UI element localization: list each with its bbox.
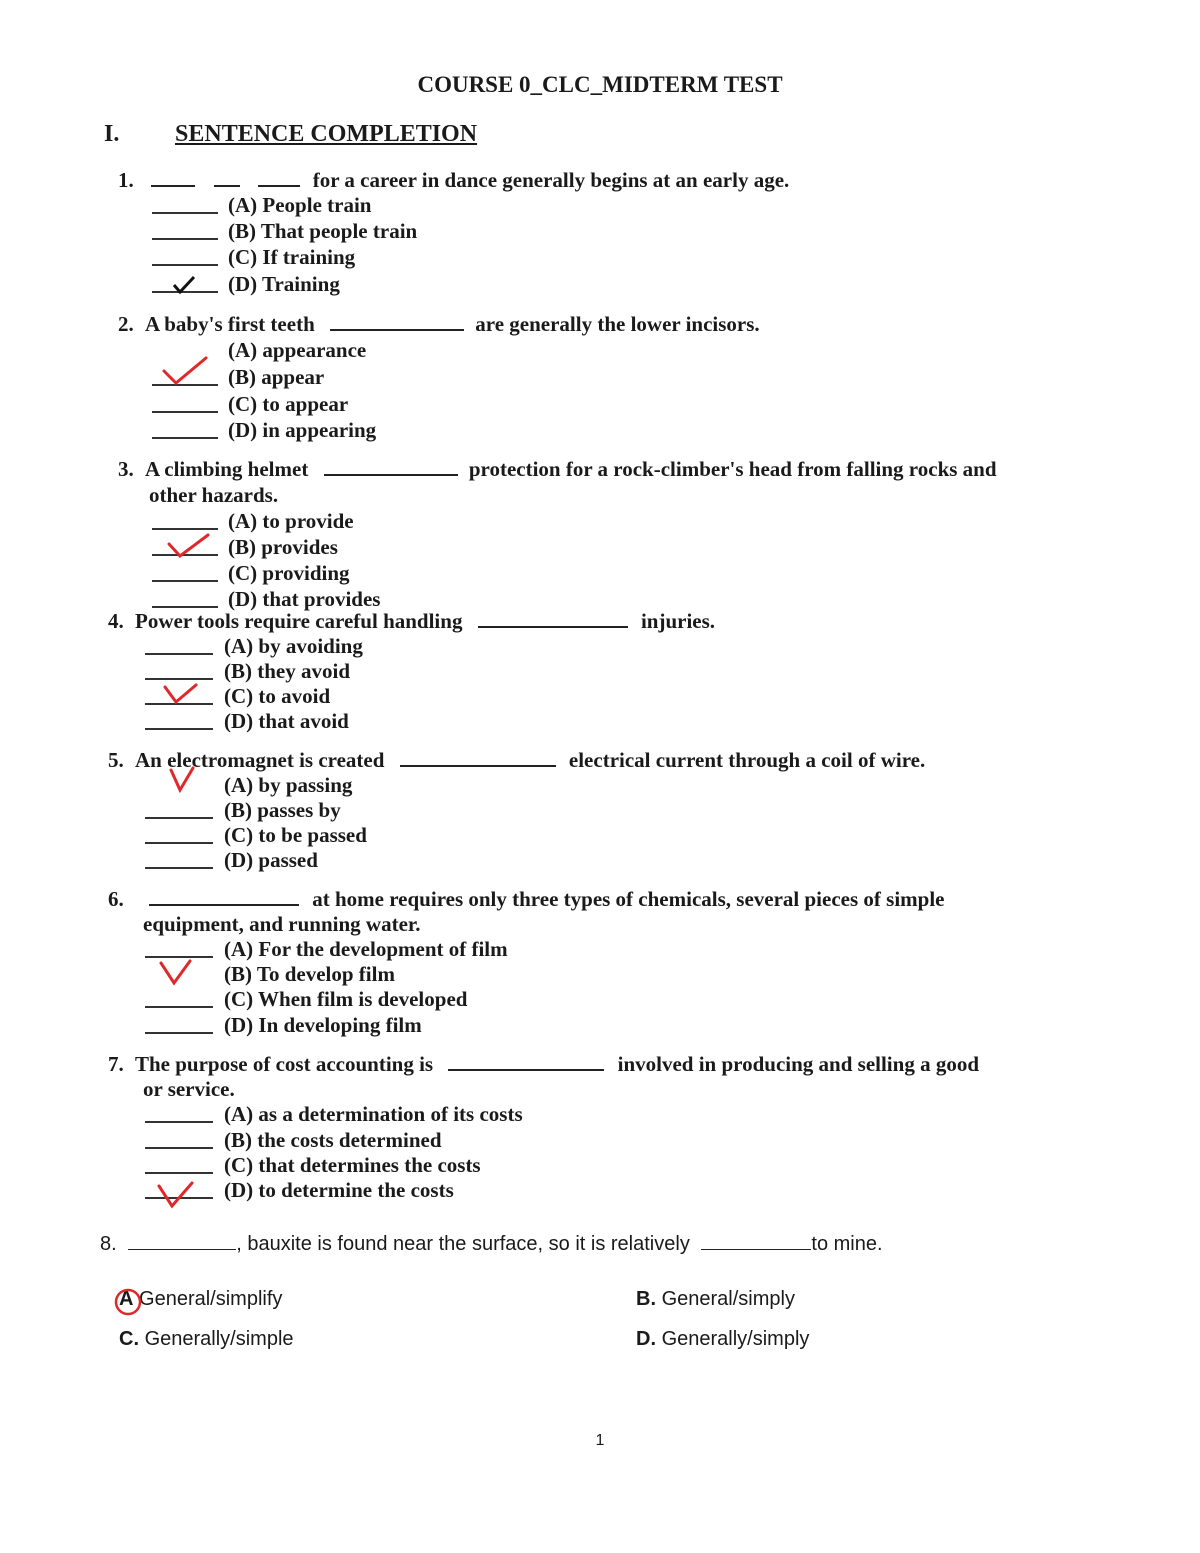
question-text-end: to mine.: [811, 1233, 883, 1255]
option-a[interactable]: (A) For the development of film: [224, 937, 508, 961]
question-text: at home requires only three types of chemicals, several pieces of simple: [312, 887, 945, 911]
red-checkmark-icon: [158, 958, 194, 986]
option-a[interactable]: (A) People train: [228, 193, 372, 217]
question-text: , bauxite is found near the surface, so it is relatively: [236, 1233, 690, 1255]
question-text: electrical current through a coil of wire.: [568, 748, 926, 772]
question-number: 7.: [108, 1052, 124, 1076]
red-circle-icon: [113, 1286, 145, 1318]
question-number: 8.: [100, 1233, 117, 1255]
question-number: 6.: [108, 887, 124, 911]
question-6: [108, 887, 944, 912]
question-text: for a career in dance generally begins at an early age.: [312, 168, 790, 192]
checkmark-icon: [172, 275, 196, 295]
question-number: 2.: [118, 312, 134, 336]
red-checkmark-icon: [156, 1180, 196, 1210]
page-number: 1: [595, 1432, 605, 1449]
option-c[interactable]: (C) to avoid: [224, 684, 331, 708]
option-b[interactable]: (B) passes by: [224, 798, 341, 822]
question-continuation: equipment, and running water.: [143, 912, 421, 936]
option-a[interactable]: (A) by passing: [224, 773, 353, 797]
option-a[interactable]: (A) to provide: [228, 509, 354, 533]
option-b[interactable]: (B) the costs determined: [224, 1128, 442, 1152]
choice-letter: A: [119, 1288, 134, 1310]
choice-letter: B.: [636, 1288, 656, 1310]
option-a[interactable]: (A) appearance: [228, 338, 367, 362]
question-stem: An electromagnet is created: [135, 748, 385, 772]
question-8: [100, 1233, 883, 1256]
choice-text: Generally/simple: [144, 1328, 294, 1350]
question-5: [108, 748, 925, 773]
question-number: 3.: [118, 457, 134, 481]
question-7: [108, 1052, 979, 1077]
option-d[interactable]: (D) in appearing: [228, 418, 377, 442]
option-d[interactable]: (D) that provides: [228, 587, 381, 611]
question-continuation: other hazards.: [149, 483, 279, 507]
option-c[interactable]: (C) to appear: [228, 392, 349, 416]
question-2: [118, 312, 760, 337]
question-stem: A climbing helmet: [145, 457, 309, 481]
question-number: 4.: [108, 609, 124, 633]
option-b[interactable]: (B) That people train: [228, 219, 418, 243]
question-text: protection for a rock-climber's head from falling rocks and: [468, 457, 997, 481]
option-c[interactable]: (C) providing: [228, 561, 350, 585]
option-b[interactable]: (B) To develop film: [224, 962, 395, 986]
red-checkmark-icon: [166, 532, 212, 560]
choice-text: Generally/simply: [661, 1328, 810, 1350]
option-b[interactable]: (B) they avoid: [224, 659, 350, 683]
question-number: 1.: [118, 168, 134, 192]
option-d[interactable]: (D) In developing film: [224, 1013, 422, 1037]
red-checkmark-icon: [162, 682, 200, 706]
option-a[interactable]: (A) as a determination of its costs: [224, 1102, 523, 1126]
option-b[interactable]: (B) appear: [228, 365, 325, 389]
question-3: [118, 457, 997, 482]
option-a[interactable]: (A) by avoiding: [224, 634, 363, 658]
option-c[interactable]: (C) that determines the costs: [224, 1153, 481, 1177]
option-d[interactable]: (D) to determine the costs: [224, 1178, 454, 1202]
choice-text: General/simply: [661, 1288, 795, 1310]
question-stem: Power tools require careful handling: [135, 609, 463, 633]
question-number: 5.: [108, 748, 124, 772]
question-stem: The purpose of cost accounting is: [135, 1052, 434, 1076]
option-c[interactable]: (C) to be passed: [224, 823, 367, 847]
red-checkmark-icon: [160, 355, 210, 387]
option-d[interactable]: (D) passed: [224, 848, 318, 872]
question-continuation: or service.: [143, 1077, 235, 1101]
choice-b[interactable]: [636, 1288, 795, 1311]
question-4: [108, 609, 715, 634]
question-stem: A baby's first teeth: [145, 312, 315, 336]
question-text: injuries.: [640, 609, 716, 633]
question-text: are generally the lower incisors.: [475, 312, 760, 336]
option-c[interactable]: (C) If training: [228, 245, 356, 269]
option-d[interactable]: (D) Training: [228, 272, 340, 296]
choice-letter: D.: [636, 1328, 656, 1350]
choice-text: General/simplify: [139, 1288, 283, 1310]
section-number: I.: [104, 121, 120, 147]
choice-c[interactable]: [119, 1328, 294, 1351]
page-title: COURSE 0_CLC_MIDTERM TEST: [417, 72, 783, 97]
question-text: involved in producing and selling a good: [617, 1052, 979, 1076]
section-title: SENTENCE COMPLETION: [175, 121, 478, 147]
choice-letter: C.: [119, 1328, 139, 1350]
question-1: [118, 168, 789, 193]
option-c[interactable]: (C) When film is developed: [224, 987, 468, 1011]
option-d[interactable]: (D) that avoid: [224, 709, 349, 733]
option-b[interactable]: (B) provides: [228, 535, 338, 559]
red-checkmark-icon: [168, 766, 196, 794]
choice-d[interactable]: [636, 1328, 809, 1351]
